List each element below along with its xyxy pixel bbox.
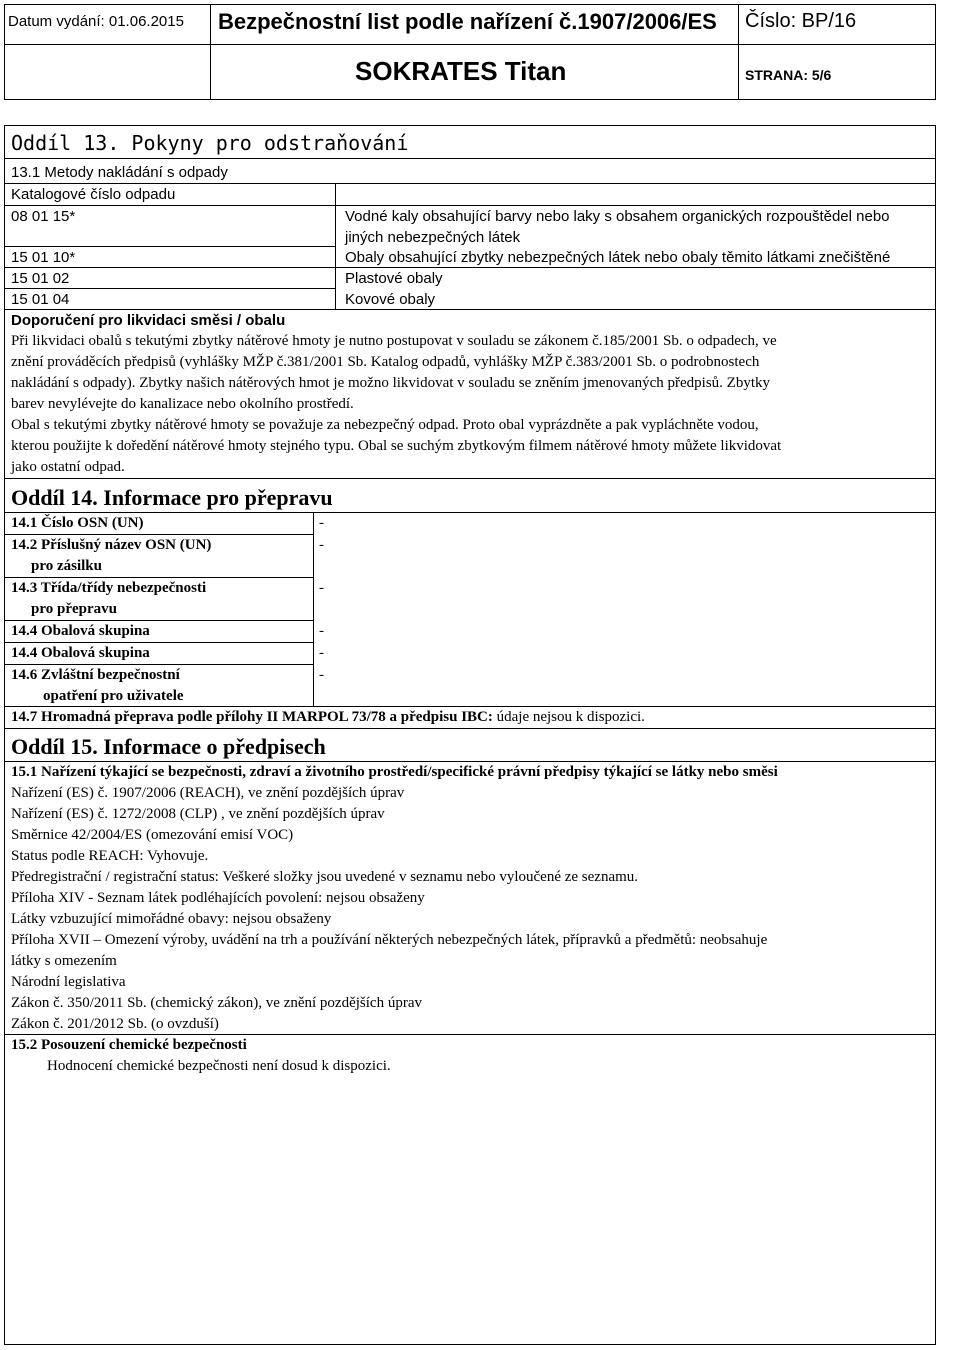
transport-label [11,578,307,620]
disposal-recommendation-heading: Doporučení pro likvidaci směsi / obalu [11,312,286,329]
regulation-line: Nařízení (ES) č. 1907/2006 (REACH), ve znění pozdějších úprav [11,785,405,801]
disposal-text-line: Obal s tekutými zbytky nátěrové hmoty se považuje za nebezpečný odpad. Proto obal vyprázdněte a pak vypláchněte vodou, [11,417,759,433]
header-blank-cell [5,45,211,99]
table-divider [313,512,314,706]
transport-value: - [319,537,324,553]
disposal-text-line: znění prováděcích předpisů (vyhlášky MŽP č.381/2001 Sb. Katalog odpadů, vyhlášky MŽP č.383/2001 Sb. o podrobnostech [11,354,760,370]
waste-code: 15 01 10* [11,249,76,266]
disposal-text-line: barev nevylévejte do kanalizace nebo okolního prostředí. [11,396,354,412]
transport-label [11,535,307,577]
transport-value: - [319,623,324,639]
waste-description [345,206,935,248]
transport-label-line: 14.3 Třída/třídy nebezpečnosti [11,580,207,596]
divider [5,728,935,729]
disposal-text-line: kterou použijte k doředění nátěrové hmoty stejného typu. Obal se suchým zbytkovým filmem nátěrové hmoty můžete likvidovat [11,438,782,454]
document-header [4,4,936,100]
waste-description-line: Vodné kaly obsahující barvy nebo laky s obsahem organických rozpouštědel nebo [345,208,890,225]
regulation-line: Příloha XIV - Seznam látek podléhajících povolení: nejsou obsaženy [11,890,425,906]
transport-label-line: pro přepravu [31,601,117,617]
transport-value: - [319,515,324,531]
page-number: STRANA: 5/6 [745,67,832,83]
transport-value: - [319,580,324,596]
transport-label-line: 14.2 Příslušný název OSN (UN) [11,537,212,553]
section-14-heading: Oddíl 14. Informace pro přepravu [11,485,333,510]
transport-label-line: opatření pro uživatele [43,688,184,704]
section-15-1-heading: 15.1 Nařízení týkající se bezpečnosti, zdraví a životního prostředí/specifické právní předpisy týkající se látky nebo směsi [11,764,778,780]
transport-label-line: 14.6 Zvláštní bezpečnostní [11,667,180,683]
marpol-value: údaje nejsou k dispozici. [492,709,645,725]
waste-code: 15 01 04 [11,291,70,308]
transport-label-line: pro zásilku [31,558,102,574]
product-name: SOKRATES Titan [211,45,739,99]
marpol-line [11,707,931,728]
waste-description-line: jiných nebezpečných látek [345,229,521,246]
regulation-line: Národní legislativa [11,974,126,990]
waste-code: 15 01 02 [11,270,70,287]
waste-description: Plastové obaly [345,270,443,287]
divider [5,478,935,479]
regulation-line: Zákon č. 350/2011 Sb. (chemický zákon), ve znění pozdějších úprav [11,995,422,1011]
transport-label: 14.4 Obalová skupina [11,623,150,639]
marpol-label: 14.7 Hromadná přeprava podle přílohy II MARPOL 73/78 a předpisu IBC: [11,709,493,725]
regulation-line: Látky vzbuzující mimořádné obavy: nejsou obsaženy [11,911,332,927]
regulation-line: Příloha XVII – Omezení výroby, uvádění na trh a používání některých nebezpečných látek, přípravků a předmětů: neobsahuje [11,932,768,948]
regulation-line: Zákon č. 201/2012 Sb. (o ovzduší) [11,1016,219,1032]
transport-value: - [319,667,324,683]
regulation-line: látky s omezením [11,953,117,969]
transport-label: 14.4 Obalová skupina [11,645,150,661]
divider [5,158,935,159]
table-divider [335,183,336,309]
waste-code-header: Katalogové číslo odpadu [11,186,176,203]
safety-assessment-text: Hodnocení chemické bezpečnosti není dosud k dispozici. [47,1058,391,1074]
regulation-line: Předregistrační / registrační status: Veškeré složky jsou uvedené v seznamu nebo vyloučené ze seznamu. [11,869,639,885]
transport-label: 14.1 Číslo OSN (UN) [11,515,144,531]
section-15-2-heading: 15.2 Posouzení chemické bezpečnosti [11,1037,247,1053]
section-13-heading: Oddíl 13. Pokyny pro odstraňování [11,131,409,155]
regulation-line: Směrnice 42/2004/ES (omezování emisí VOC) [11,827,294,843]
section-13-1-heading: 13.1 Metody nakládání s odpady [11,164,228,181]
regulation-line: Nařízení (ES) č. 1272/2008 (CLP) , ve znění pozdějších úprav [11,806,385,822]
transport-value: - [319,645,324,661]
section-15-heading: Oddíl 15. Informace o předpisech [11,734,326,759]
waste-description: Kovové obaly [345,291,436,308]
issue-date: Datum vydání: 01.06.2015 [5,5,211,45]
document-title: Bezpečnostní list podle nařízení č.1907/2006/ES [211,5,739,45]
disposal-text-line: Při likvidaci obalů s tekutými zbytky nátěrové hmoty je nutno postupovat v souladu se zákonem č.185/2001 Sb. o odpadech, ve [11,333,777,349]
waste-description: Obaly obsahující zbytky nebezpečných látek nebo obaly těmito látkami znečištěné [345,249,891,266]
waste-code: 08 01 15* [11,208,76,225]
disposal-text-line: nakládání s odpady). Zbytky našich nátěrových hmot je možno likvidovat v souladu se zněním jmenovaných předpisů. Zbytky [11,375,771,391]
document-number: Číslo: BP/16 [739,5,935,45]
document-body [4,125,936,1345]
transport-label [11,665,307,707]
disposal-text-line: jako ostatní odpad. [11,459,125,475]
regulation-line: Status podle REACH: Vyhovuje. [11,848,209,864]
